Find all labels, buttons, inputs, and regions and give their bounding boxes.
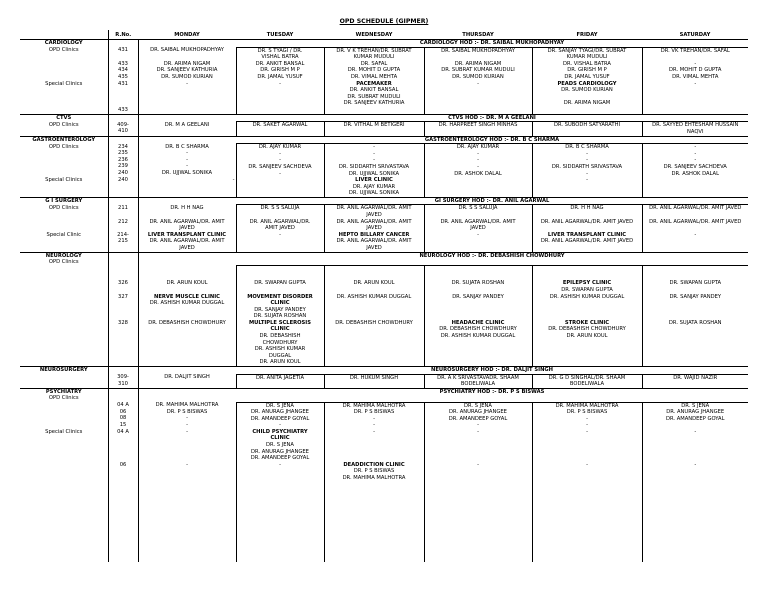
cell: DR. ARIMA NIGAM	[138, 61, 236, 68]
dept-gi-surgery: G I SURGERY	[20, 197, 108, 205]
dept-cardiology: CARDIOLOGY	[20, 40, 108, 48]
cell: DR. DEBASHISH CHOWDHURY	[138, 320, 236, 367]
room-no: 431 433	[108, 81, 138, 115]
opd-label: OPD Clinics	[20, 205, 108, 219]
cell: DR. SUBRAT KUMAR MUDULI	[424, 67, 532, 74]
cell: HEPTO BILLARY CANCER DR. ANIL AGARWAL/DR. AMIT JAVED	[324, 232, 424, 252]
cell: DR. VISHAL BATRA	[532, 61, 642, 68]
cell: MULTIPLE SCLEROSIS CLINIC DR. DEBASHISH CHOWDHURY DR. ASHISH KUMAR DUGGAL DR. ARUN KOUL	[236, 320, 324, 367]
table-row	[20, 136, 748, 144]
header-wednesday: WEDNESDAY	[324, 30, 424, 40]
cell: -	[236, 81, 324, 115]
cell: MOVEMENT DISORDER CLINIC DR. SANJAY PANDEY DR. SUJATA ROSHAN	[236, 294, 324, 320]
hod-neurology: NEUROLOGY HOD :- DR. DEBASHISH CHOWDHURY	[236, 252, 748, 266]
opd-schedule-table	[20, 30, 748, 562]
cell: DR. H H NAG	[532, 205, 642, 219]
room-no: 327	[108, 294, 138, 320]
cell: -	[694, 231, 697, 238]
cell: DR. A K SRIVASTAVADR. SHAAM BODELIWALA	[424, 374, 532, 388]
cell: LIVER TRANSPLANT CLINIC DR. ANIL AGARWAL/DR. AMIT JAVED	[138, 232, 236, 252]
room-no: 240	[108, 177, 138, 197]
cell: -	[138, 81, 236, 115]
cell: DR. GIRISH M P	[532, 67, 642, 74]
cell: -	[424, 81, 532, 115]
room-no: 433	[108, 61, 138, 68]
cell: DR. AJAY KUMAR - - DR. SANJEEV SACHDEVA -	[236, 144, 324, 177]
cell: DR. SAIBAL MUKHOPADHYAY	[424, 47, 532, 61]
room-no: 04 A 06 08 15	[108, 402, 138, 429]
opd-label: OPD Clinics	[20, 47, 108, 61]
cell: DR. S S SALUJA	[236, 205, 324, 219]
dept-neurosurgery: NEUROSURGERY	[20, 367, 108, 375]
cell: DR. ANITA JAGETIA	[236, 374, 324, 388]
cell: DR. ASHISH KUMAR DUGGAL	[324, 294, 424, 320]
cell: - - - DR. SIDDARTH SRIVASTAVA DR. UJJWAL SONIKA	[324, 144, 424, 177]
table-row	[20, 294, 748, 320]
header-row	[20, 30, 748, 40]
table-row	[20, 74, 748, 81]
cell: DR. SWAPAN GUPTA	[236, 280, 324, 293]
special-label: Special Clinics	[20, 177, 108, 197]
cell: -	[424, 462, 532, 482]
cell: -	[236, 232, 324, 252]
table-row	[20, 462, 748, 482]
cell: DR. M A GEELANI	[138, 122, 236, 136]
cell: DR. JAMAL YUSUF	[532, 74, 642, 81]
header-friday: FRIDAY	[532, 30, 642, 40]
table-row	[20, 197, 748, 205]
cell: -	[236, 462, 324, 482]
cell: DR. S JENA DR. ANURAG JHANGEE DR. AMANDEEP GOYAL -	[424, 402, 532, 429]
cell: DR. SAFAL	[324, 61, 424, 68]
room-no: 234 235 236 239 240	[108, 144, 138, 177]
cell: -	[532, 429, 642, 462]
header-dept	[20, 30, 108, 40]
opd-label: OPD Clinics	[20, 122, 108, 136]
cell: DR. S JENA DR. ANURAG JHANGEE DR. AMANDEEP GOYAL -	[236, 402, 324, 429]
cell: DR. HARPREET SINGH MINHAS	[424, 122, 532, 136]
cell: PACEMAKER DR. ANKIT BANSAL DR. SUBRAT MUDULI DR. SANJEEV KATHURIA	[324, 81, 424, 115]
room-no: 214- 215	[108, 232, 138, 252]
cell: DR. B C SHARMA - - - DR. UJJWAL SONIKA	[138, 144, 236, 177]
special-label: Special Clinics	[20, 81, 108, 115]
room-no: 04 A	[108, 429, 138, 462]
cell: DR. DALJIT SINGH	[138, 374, 236, 388]
room-no: 328	[108, 320, 138, 367]
dept-psychiatry: PSYCHIATRY OPD Clinics	[20, 388, 108, 402]
cell: DR. SWAPAN GUPTA	[669, 280, 722, 287]
cell: DR. HUKUM SINGH	[324, 374, 424, 388]
table-row	[20, 232, 748, 252]
header-rno: R.No.	[108, 30, 138, 40]
cell: HEADACHE CLINIC DR. DEBASHISH CHOWDHURY DR. ASHISH KUMAR DUGGAL	[424, 320, 532, 367]
room-no: 435	[108, 74, 138, 81]
hod-cardiology: CARDIOLOGY HOD :- DR. SAIBAL MUKHOPADHYAY	[236, 40, 748, 48]
cell: DR. SUMOD KURIAN	[424, 74, 532, 81]
cell: DR. SANJEEV KATHURIA	[138, 67, 236, 74]
table-row	[20, 177, 748, 197]
header-monday: MONDAY	[138, 30, 236, 40]
cell: DR. ASHISH KUMAR DUGGAL	[532, 294, 642, 320]
cell: EPILEPSY CLINIC DR. SWAPAN GUPTA	[532, 280, 642, 293]
cell: DR. SANJAY TYAGI/DR. SUBRAT KUMAR MUDULI	[532, 47, 642, 61]
cell: DR. SAKET AGARWAL	[236, 122, 324, 136]
room-no: 409- 410	[108, 122, 138, 136]
special-label: Special Clinic	[20, 232, 108, 252]
table-row	[20, 67, 748, 74]
hod-ctvs: CTVS HOD :- DR. M A GEELANI	[236, 114, 748, 122]
cell: DR. MOHIT D GUPTA	[324, 67, 424, 74]
header-tuesday: TUESDAY	[236, 30, 324, 40]
dept-ctvs: CTVS	[20, 114, 108, 122]
cell: DEADDICTION CLINIC DR. P S BISWAS DR. MAHIMA MALHOTRA	[324, 462, 424, 482]
special-label: Special Clinics	[20, 429, 108, 462]
cell: LIVER CLINIC DR. AJAY KUMAR DR. UJJWAL SONIKA	[324, 177, 424, 197]
cell: -	[694, 461, 697, 468]
table-row	[20, 114, 748, 122]
cell: - - - DR. SANJEEV SACHDEVA DR. ASHOK DALAL	[663, 144, 727, 177]
cell: DR. ANIL AGARWAL/DR. AMIT JAVED	[424, 219, 532, 232]
table-row	[20, 205, 748, 219]
cell: DR. ANIL AGARWAL/DR. AMIT JAVED	[532, 219, 642, 232]
table-row	[20, 47, 748, 61]
cell: -	[424, 429, 532, 462]
cell: -	[532, 462, 642, 482]
header-thursday: THURSDAY	[424, 30, 532, 40]
table-row	[20, 320, 748, 367]
table-row	[20, 280, 748, 293]
table-row	[20, 374, 748, 388]
cell: -	[138, 462, 236, 482]
table-row	[20, 367, 748, 375]
cell: DR. ARUN KOUL	[138, 280, 236, 293]
cell: DR. ANIL AGARWAL/DR. AMIT JAVED	[649, 218, 742, 225]
cell: DR. VIMAL MEHTA	[324, 74, 424, 81]
cell: CHILD PSYCHIATRY CLINIC DR. S JENA DR. ANURAG JHANGEE DR. AMANDEEP GOYAL	[236, 429, 324, 462]
cell: DR. VK TREHAN/DR. SAFAL	[660, 47, 730, 54]
cell: DR. ANKIT BANSAL	[236, 61, 324, 68]
room-no: 211	[108, 205, 138, 219]
room-no: 326	[108, 280, 138, 293]
room-no: 434	[108, 67, 138, 74]
page-title: OPD SCHEDULE (GIPMER)	[339, 18, 429, 25]
cell: -	[138, 177, 236, 197]
table-row	[20, 402, 748, 429]
cell: DR. DEBASHISH CHOWDHURY	[324, 320, 424, 367]
opd-label: OPD Clinics	[20, 144, 108, 177]
cell: DR. SAIBAL MUKHOPADHYAY	[138, 47, 236, 61]
cell: DR. SUJATA ROSHAN	[668, 319, 722, 326]
cell: DR. VIMAL MEHTA	[672, 73, 719, 80]
cell: DR. GIRISH M P	[236, 67, 324, 74]
hod-psychiatry: PSYCHIATRY HOD :- DR. P S BISWAS	[236, 388, 748, 402]
table-row	[20, 40, 748, 48]
hod-neurosurgery: NEUROSURGERY HOD :- DR. DALJIT SINGH	[236, 367, 748, 375]
cell: DR. MAHIMA MALHOTRA DR. P S BISWAS - -	[324, 402, 424, 429]
room-no: 212	[108, 219, 138, 232]
cell: DR. MAHIMA MALHOTRA DR. P S BISWAS - -	[138, 402, 236, 429]
cell: DR. S JENA DR. ANURAG JHANGEE DR. AMANDEEP GOYAL	[665, 402, 725, 422]
table-row	[20, 388, 748, 402]
cell: -	[532, 177, 642, 197]
cell: DR. ARUN KOUL	[324, 280, 424, 293]
table-row	[20, 81, 748, 115]
cell: DR. SAYYED EHTESHAM HUSSAIN NAQVI	[652, 122, 739, 135]
hod-gastro: GASTROENTEROLOGY HOD :- DR. B C SHARMA	[236, 136, 748, 144]
cell: DR. S S SALUJA	[424, 205, 532, 219]
room-no: 431	[108, 47, 138, 61]
cell: DR. ANIL AGARWAL/DR. AMIT JAVED	[324, 219, 424, 232]
cell: NERVE MUSCLE CLINIC DR. ASHISH KUMAR DUGGAL	[138, 294, 236, 320]
dept-neurology: NEUROLOGY OPD Clinics	[20, 252, 108, 266]
cell: DR. VITHAL M BETIGERI	[324, 122, 424, 136]
cell: DR. B C SHARMA - - DR. SIDDARTH SRIVASTAVA -	[532, 144, 642, 177]
table-row	[20, 219, 748, 232]
cell: DR. AJAY KUMAR - - - DR. ASHOK DALAL	[424, 144, 532, 177]
cell: DR. ANIL AGARWAL/DR. AMIT JAVED	[649, 205, 742, 212]
cell: PEADS CARDIOLOGY DR. SUMOD KURIAN DR. ARIMA NIGAM	[532, 81, 642, 115]
hod-gi-surgery: GI SURGERY HOD :- DR. ANIL AGARWAL	[236, 197, 748, 205]
cell: -	[694, 80, 697, 87]
cell: DR. ANIL AGARWAL/DR. AMIT JAVED	[138, 219, 236, 232]
cell: DR. ANIL AGARWAL/DR. AMIT JAVED	[236, 219, 324, 232]
cell: DR. SUMOD KURIAN	[138, 74, 236, 81]
room-no: 309- 310	[108, 374, 138, 388]
cell: DR. SUJATA ROSHAN	[424, 280, 532, 293]
cell: -	[424, 232, 532, 252]
cell: -	[694, 60, 697, 67]
cell: DR. JAMAL YUSUF	[236, 74, 324, 81]
cell: DR. MOHIT D GUPTA	[669, 67, 722, 74]
cell: DR. SUBODH SATYARATHI	[532, 122, 642, 136]
table-row	[20, 252, 748, 266]
table-row	[20, 144, 748, 177]
cell: DR. WAJID NAZIR	[673, 374, 718, 381]
cell: DR. SANJAY PANDEY	[669, 293, 722, 300]
cell: -	[138, 429, 236, 462]
cell: STROKE CLINIC DR. DEBASHISH CHOWDHURY DR. ARUN KOUL	[532, 320, 642, 367]
cell: DR. V K TREHAN/DR. SUBRAT KUMAR MUDULI	[324, 47, 424, 61]
table-row	[20, 429, 748, 462]
cell: -	[694, 428, 697, 435]
table-row	[20, 61, 748, 68]
room-no: 06	[108, 462, 138, 482]
cell: DR. ARIMA NIGAM	[424, 61, 532, 68]
cell: DR. H H NAG	[138, 205, 236, 219]
cell: LIVER TRANSPLANT CLINIC DR. ANIL AGARWAL/DR. AMIT JAVED	[532, 232, 642, 252]
cell: -	[324, 429, 424, 462]
cell: DR. S TYAGI / DR. VISHAL BATRA	[236, 47, 324, 61]
cell: DR. G D SINGHAL/DR. SHAAM BODELIWALA	[532, 374, 642, 388]
table-row	[20, 122, 748, 136]
cell: DR. MAHIMA MALHOTRA DR. P S BISWAS - -	[532, 402, 642, 429]
header-saturday: SATURDAY	[642, 30, 748, 40]
cell: DR. SANJAY PANDEY	[424, 294, 532, 320]
dept-gastro: GASTROENTEROLOGY	[20, 136, 108, 144]
cell: DR. ANIL AGARWAL/DR. AMIT JAVED	[324, 205, 424, 219]
